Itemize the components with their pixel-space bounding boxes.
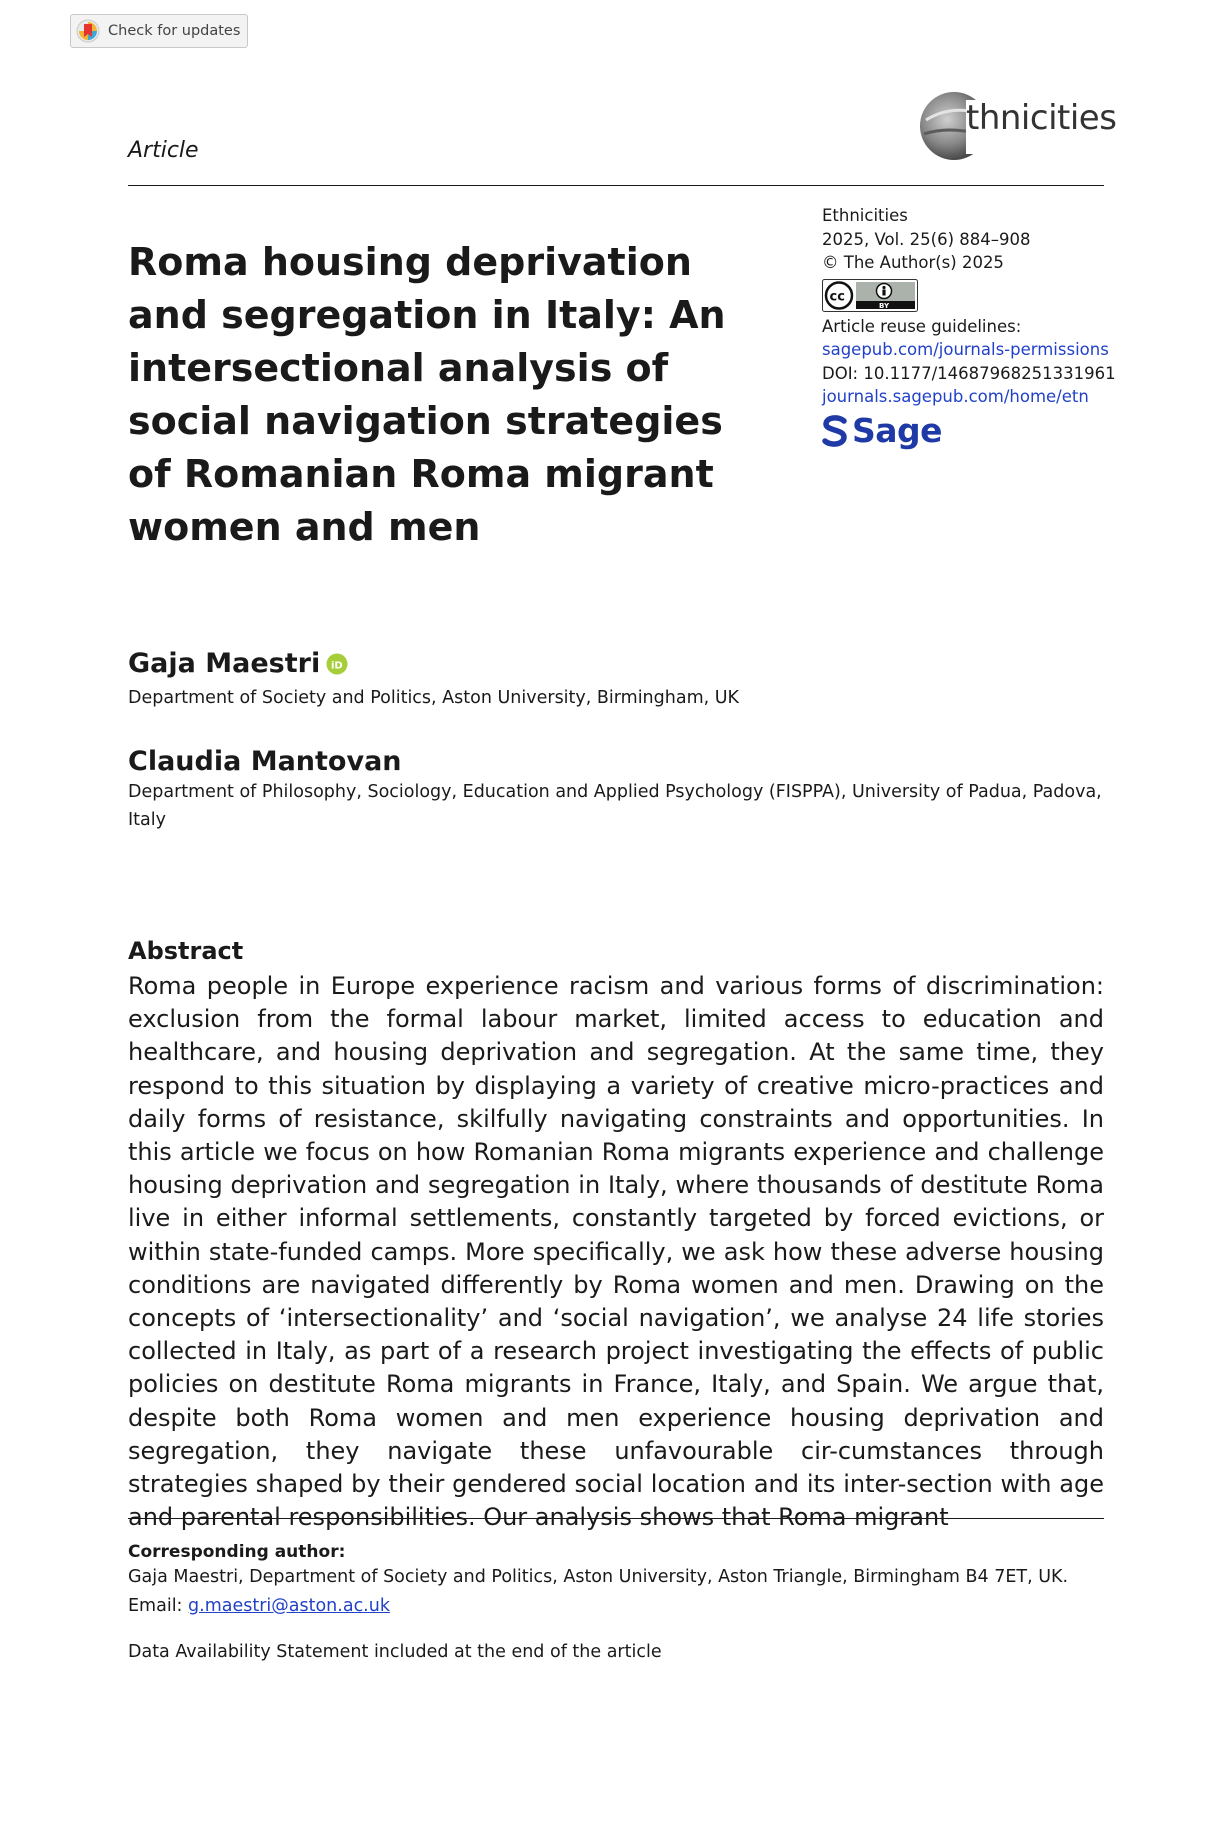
volume-info: 2025, Vol. 25(6) 884–908 — [822, 229, 1031, 249]
svg-text:cc: cc — [829, 289, 845, 304]
journal-name: Ethnicities — [822, 206, 908, 225]
sage-logo-text: Sage — [852, 410, 943, 450]
corresponding-author-heading: Corresponding author: — [128, 1542, 346, 1562]
orcid-icon[interactable] — [326, 653, 348, 675]
paper-title: Roma housing deprivation and segregation in Italy: An intersectional analysis of social navigation strategies of Romanian Roma migrant women and men — [128, 240, 726, 549]
article-metadata — [822, 204, 1122, 450]
check-for-updates-button[interactable] — [70, 14, 248, 48]
author-2-affiliation: Department of Philosophy, Sociology, Education and Applied Psychology (FISPPA), University of Padua, Padova, Italy — [128, 782, 1102, 830]
journal-logo — [918, 88, 1117, 164]
article-type-label: Article — [128, 138, 199, 163]
journal-homepage-link[interactable]: journals.sagepub.com/home/etn — [822, 387, 1089, 406]
corresponding-author-address: Gaja Maestri, Department of Society and Politics, Aston University, Aston Triangle, Birmingham B4 7ET, UK. — [128, 1567, 1069, 1587]
sage-s-icon — [822, 415, 848, 447]
footnote-divider — [128, 1518, 1104, 1519]
email-label: Email: — [128, 1596, 183, 1616]
journal-logo-text: thnicities — [966, 98, 1117, 138]
corresponding-author-email — [128, 1596, 390, 1616]
svg-text:iD: iD — [331, 660, 343, 671]
author-1-name — [128, 648, 348, 679]
copyright-notice: © The Author(s) 2025 — [822, 253, 1004, 272]
cc-by-license-icon — [822, 279, 918, 312]
author-1-name-text: Gaja Maestri — [128, 648, 321, 679]
svg-text:BY: BY — [879, 301, 890, 310]
author-2-name: Claudia Mantovan — [128, 746, 402, 777]
crossmark-icon — [76, 19, 100, 43]
email-link[interactable]: g.maestri@aston.ac.uk — [188, 1596, 390, 1616]
check-for-updates-label: Check for updates — [108, 23, 241, 39]
header-divider — [128, 185, 1104, 186]
author-1-affiliation: Department of Society and Politics, Aston University, Birmingham, UK — [128, 688, 740, 708]
sage-logo — [822, 410, 1122, 450]
doi: DOI: 10.1177/14687968251331961 — [822, 363, 1116, 383]
permissions-link[interactable]: sagepub.com/journals-permissions — [822, 340, 1109, 359]
reuse-guidelines-label: Article reuse guidelines: — [822, 316, 1022, 336]
data-availability-statement: Data Availability Statement included at the end of the article — [128, 1642, 662, 1662]
abstract-heading: Abstract — [128, 937, 244, 965]
abstract-text: Roma people in Europe experience racism and various forms of discrimination: exclusion from the formal labour market, limited access to education and healthcare, and housing deprivation and segregation. At the same time, they respond to this situation by displaying a variety of creative micro-practices and daily forms of resistance, skilfully navigating constraints and opportunities. In this article we focus on how Romanian Roma migrants experience and challenge housing deprivation and segregation in Italy, where thousands of destitute Roma live in either informal settlements, constantly targeted by forced evictions, or within state-funded camps. More specifically, we ask how these adverse housing conditions are navigated differently by Roma women and men. Drawing on the concepts of ‘intersectionality’ and ‘social navigation’, we analyse 24 life stories collected in Italy, as part of a research project investigating the effects of public policies on destitute Roma migrants in France, Italy, and Spain. We argue that, despite both Roma women and men experience housing deprivation and segregation, they navigate these unfavourable cir-cumstances through strategies shaped by their gendered social location and its inter-section with age and parental responsibilities. Our analysis shows that Roma migrant — [128, 972, 1104, 1532]
